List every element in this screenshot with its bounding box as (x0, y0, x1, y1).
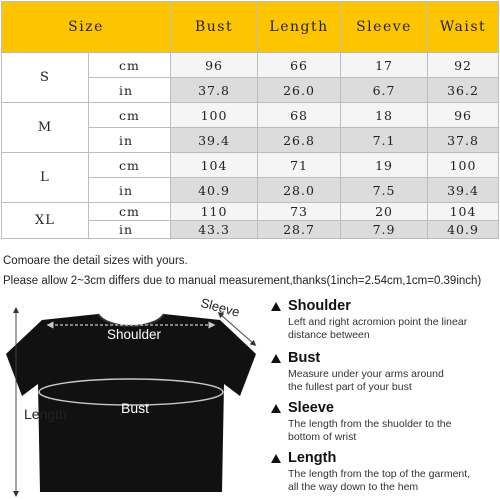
bust-value: 100 (171, 103, 258, 128)
waist-value: 36.2 (428, 78, 499, 103)
guide-desc-line: Measure under your arms around (288, 368, 444, 380)
size-label: M (2, 103, 89, 153)
unit-label: in (89, 178, 171, 203)
waist-value: 40.9 (428, 221, 499, 239)
guide-item-bust (271, 350, 499, 394)
guide-title: Sleeve (288, 400, 334, 416)
sleeve-value: 19 (341, 153, 428, 178)
waist-value: 104 (428, 203, 499, 221)
bust-value: 110 (171, 203, 258, 221)
table-row (2, 153, 499, 178)
waist-value: 37.8 (428, 128, 499, 153)
table-header-row (2, 2, 499, 53)
waist-value: 96 (428, 103, 499, 128)
sleeve-label: Sleeve (199, 295, 242, 320)
table-row (2, 203, 499, 221)
header-waist: Waist (428, 2, 499, 53)
guide-title: Length (288, 450, 337, 466)
waist-value: 100 (428, 153, 499, 178)
note-tolerance: Please allow 2~3cm differs due to manual measurement,thanks(1inch=2.54cm,1cm=0.39inch) (3, 275, 482, 287)
unit-label: cm (89, 153, 171, 178)
unit-label: in (89, 128, 171, 153)
guide-description (288, 316, 499, 342)
guide-description (288, 418, 499, 444)
guide-desc-line: The length from the top of the garment, (288, 468, 471, 480)
header-size: Size (2, 2, 171, 53)
guide-desc-line: all the way down to the hem (288, 481, 419, 493)
bust-value: 96 (171, 53, 258, 78)
size-label: L (2, 153, 89, 203)
guide-desc-line: distance between (288, 329, 370, 341)
sleeve-value: 17 (341, 53, 428, 78)
guide-title: Bust (288, 350, 321, 366)
unit-label: cm (89, 203, 171, 221)
guide-description (288, 368, 499, 394)
length-value: 73 (258, 203, 341, 221)
bust-value: 37.8 (171, 78, 258, 103)
bust-label: Bust (121, 400, 150, 416)
guide-desc-line: Left and right acromion point the linear (288, 316, 468, 328)
sleeve-value: 18 (341, 103, 428, 128)
unit-label: cm (89, 53, 171, 78)
sleeve-value: 7.9 (341, 221, 428, 239)
guide-title: Shoulder (288, 298, 351, 314)
guide-item-length (271, 450, 499, 494)
table-row (2, 103, 499, 128)
bust-value: 39.4 (171, 128, 258, 153)
length-value: 26.0 (258, 78, 341, 103)
bust-value: 43.3 (171, 221, 258, 239)
length-value: 26.8 (258, 128, 341, 153)
guide-item-shoulder (271, 298, 499, 342)
triangle-icon (271, 454, 281, 463)
tshirt-illustration (0, 292, 265, 500)
size-label: S (2, 53, 89, 103)
guide-desc-line: the fullest part of your bust (288, 381, 412, 393)
unit-label: in (89, 78, 171, 103)
guide-item-sleeve (271, 400, 499, 444)
size-chart-table (1, 1, 499, 239)
guide-description (288, 468, 499, 494)
header-length: Length (258, 2, 341, 53)
tshirt-diagram (0, 292, 265, 500)
unit-label: cm (89, 103, 171, 128)
triangle-icon (271, 404, 281, 413)
header-bust: Bust (171, 2, 258, 53)
waist-value: 39.4 (428, 178, 499, 203)
guide-desc-line: The length from the shuolder to the (288, 418, 452, 430)
waist-value: 92 (428, 53, 499, 78)
length-value: 66 (258, 53, 341, 78)
length-value: 68 (258, 103, 341, 128)
triangle-icon (271, 302, 281, 311)
length-value: 28.0 (258, 178, 341, 203)
length-value: 28.7 (258, 221, 341, 239)
unit-label: in (89, 221, 171, 239)
sleeve-value: 7.5 (341, 178, 428, 203)
sleeve-value: 6.7 (341, 78, 428, 103)
size-label: XL (2, 203, 89, 239)
table-row (2, 53, 499, 78)
triangle-icon (271, 354, 281, 363)
note-compare: Comoare the detail sizes with yours. (3, 255, 188, 267)
bust-value: 104 (171, 153, 258, 178)
length-label: Length (24, 406, 67, 422)
shoulder-label: Shoulder (107, 327, 162, 342)
guide-desc-line: bottom of wrist (288, 431, 357, 443)
length-value: 71 (258, 153, 341, 178)
sleeve-value: 7.1 (341, 128, 428, 153)
header-sleeve: Sleeve (341, 2, 428, 53)
sleeve-value: 20 (341, 203, 428, 221)
bust-value: 40.9 (171, 178, 258, 203)
